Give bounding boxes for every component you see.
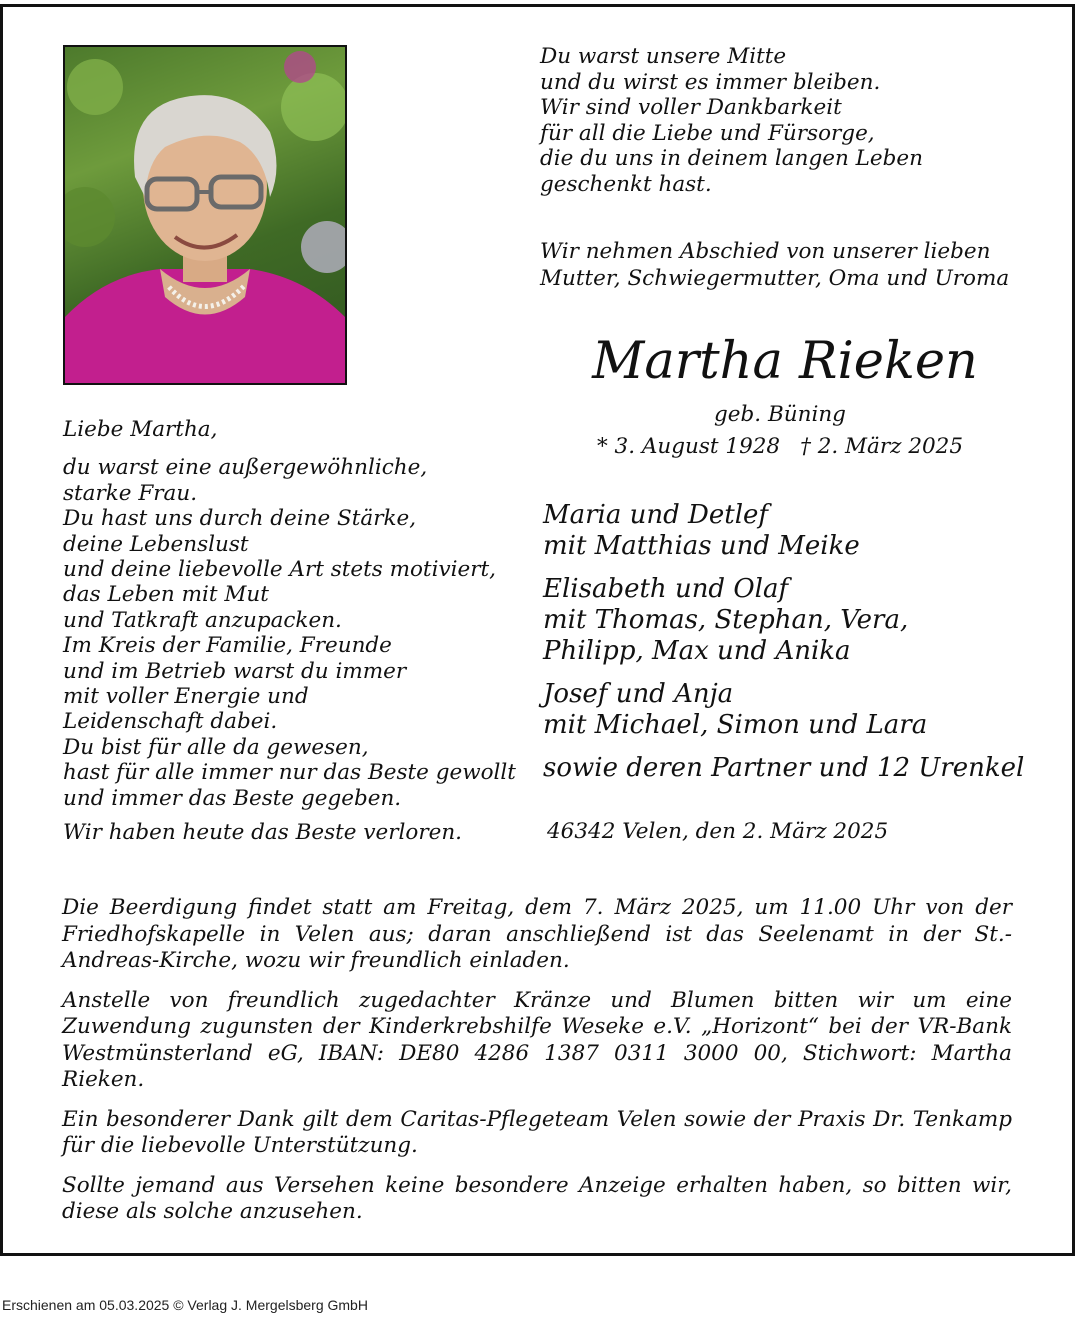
farewell-line: Mutter, Schwiegermutter, Oma und Uroma: [540, 266, 1010, 291]
poem: [540, 44, 1040, 197]
letter-line: mit voller Energie und: [63, 684, 309, 710]
family-group: [543, 500, 1043, 562]
family-line: sowie deren Partner und 12 Urenkel: [543, 753, 1025, 783]
place-date: 46342 Velen, den 2. März 2025: [547, 819, 889, 844]
family-line: mit Thomas, Stephan, Vera,: [543, 605, 909, 635]
poem-line: Wir sind voller Dankbarkeit: [540, 95, 842, 120]
family-group: [543, 679, 1043, 741]
letter-line: du warst eine außergewöhnliche,: [63, 455, 428, 481]
family-list: [543, 500, 1043, 796]
farewell-line: Wir nehmen Abschied von unserer lieben: [540, 239, 991, 264]
death-date: † 2. März 2025: [800, 434, 964, 459]
poem-line: geschenkt hast.: [540, 171, 712, 197]
poem-line: die du uns in deinem langen Leben: [540, 146, 923, 171]
family-line: Elisabeth und Olaf: [543, 574, 789, 604]
letter-line: deine Lebenslust: [63, 531, 249, 557]
family-line: Philipp, Max und Anika: [543, 636, 851, 666]
family-group: [543, 574, 1043, 667]
letter-line: Du hast uns durch deine Stärke,: [63, 506, 417, 532]
letter-line: Leidenschaft dabei.: [63, 709, 278, 735]
thanks-notice: Ein besonderer Dank gilt dem Caritas-Pflegeteam Velen sowie der Praxis Dr. Tenkamp für die liebevolle Unterstützung.: [62, 1106, 1012, 1158]
portrait-illustration: [65, 47, 345, 383]
announcements: [62, 895, 1012, 1239]
portrait-photo: [63, 45, 347, 385]
family-line: Josef und Anja: [543, 679, 734, 709]
letter-line: Im Kreis der Familie, Freunde: [63, 633, 392, 659]
birth-date: * 3. August 1928: [596, 434, 781, 459]
donation-notice: Anstelle von freundlich zugedachter Kränze und Blumen bitten wir um eine Zuwendung zugunsten der Kinderkrebshilfe Weseke e.V. „Horizont“ bei der VR-Bank Westmünsterland eG, IBAN: DE80 4286 1387 0311 3000 00, Stichwort: Martha Rieken.: [62, 987, 1012, 1092]
family-line: Maria und Detlef: [543, 500, 769, 530]
letter-line: starke Frau.: [63, 480, 198, 506]
poem-line: für all die Liebe und Fürsorge,: [540, 120, 875, 146]
letter-line: hast für alle immer nur das Beste gewollt: [63, 760, 516, 786]
publication-footer: Erschienen am 05.03.2025 © Verlag J. Mergelsberg GmbH: [2, 1297, 368, 1313]
poem-line: Du warst unsere Mitte: [540, 44, 787, 69]
letter-line: Du bist für alle da gewesen,: [63, 734, 369, 760]
family-line: mit Matthias und Meike: [543, 531, 860, 561]
deceased-name: Martha Rieken: [592, 332, 978, 391]
family-group: [543, 753, 1043, 784]
letter-line: das Leben mit Mut: [63, 582, 269, 608]
life-dates: [540, 432, 1020, 462]
birth-name: geb. Büning: [714, 402, 846, 427]
letter-line: und im Betrieb warst du immer: [63, 658, 407, 684]
poem-line: und du wirst es immer bleiben.: [540, 69, 881, 95]
funeral-notice: Die Beerdigung findet statt am Freitag, dem 7. März 2025, um 11.00 Uhr von der Friedhofskapelle in Velen aus; daran anschließend ist das Seelenamt in der St.-Andreas-Kirche, wozu wir freundlich einladen.: [62, 895, 1012, 973]
missed-notice: Sollte jemand aus Versehen keine besondere Anzeige erhalten haben, so bitten wir, diese als solche anzusehen.: [62, 1172, 1012, 1224]
letter-salutation: Liebe Martha,: [63, 417, 218, 442]
letter-line: und Tatkraft anzupacken.: [63, 607, 342, 633]
letter-line: und deine liebevolle Art stets motiviert,: [63, 557, 496, 583]
letter-line: und immer das Beste gegeben.: [63, 785, 402, 811]
farewell-text: [540, 238, 1040, 292]
family-line: mit Michael, Simon und Lara: [543, 710, 928, 740]
letter-closing: Wir haben heute das Beste verloren.: [63, 820, 463, 845]
letter: [63, 417, 523, 811]
